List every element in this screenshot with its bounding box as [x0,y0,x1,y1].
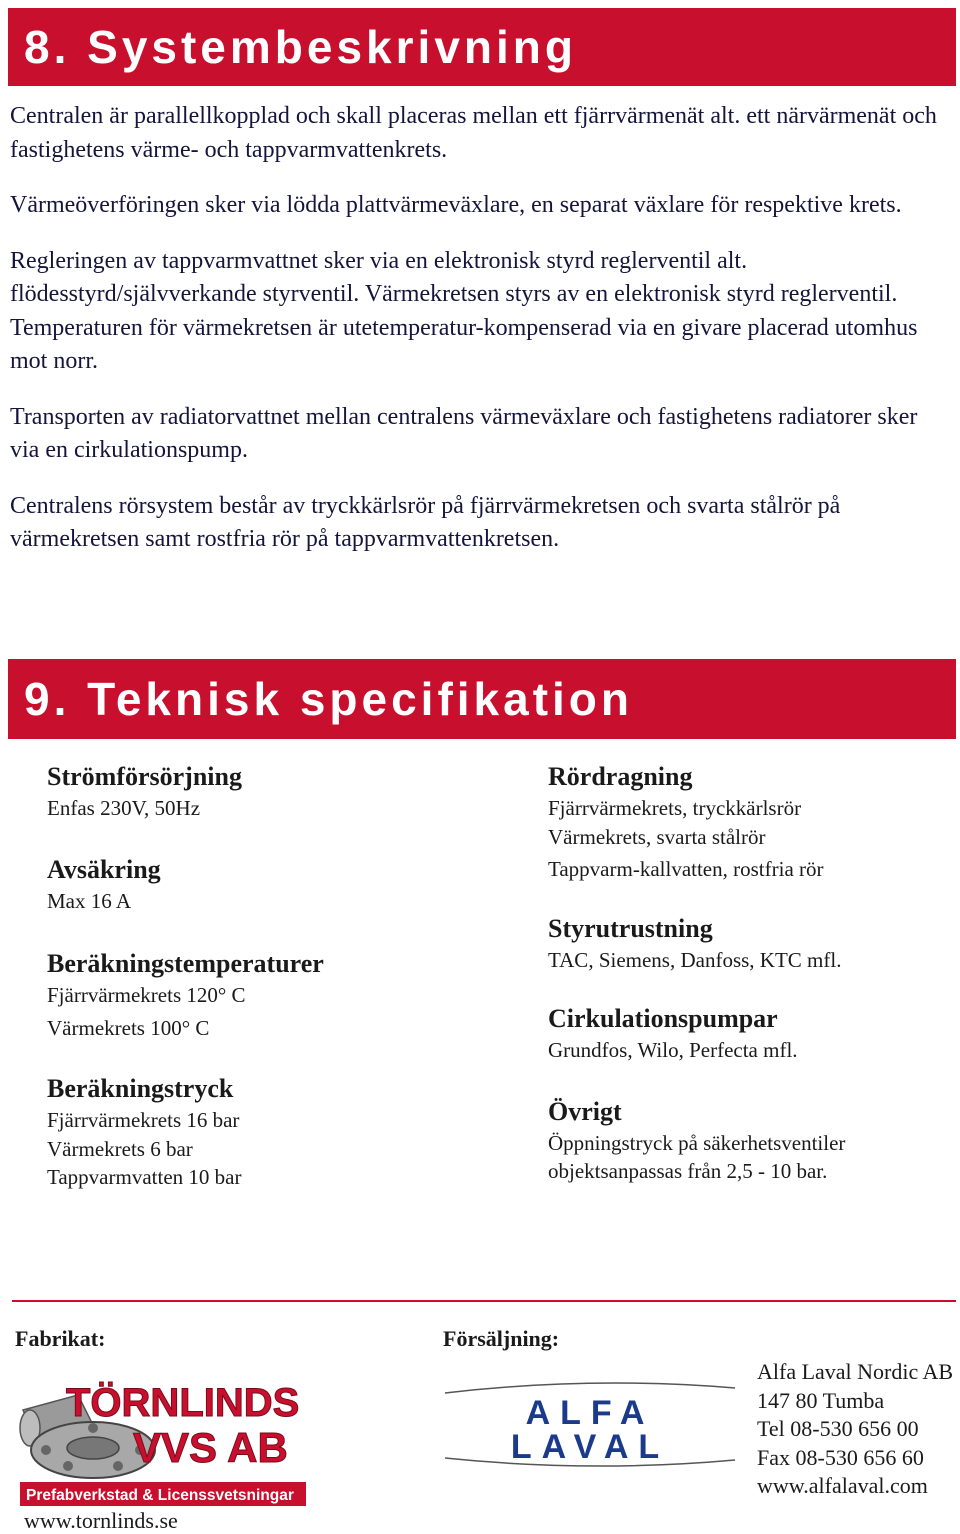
spec-value: TAC, Siemens, Danfoss, KTC mfl. [548,947,842,972]
address-line: Tel 08-530 656 00 [757,1416,919,1441]
alfa-laval-logo [440,1378,740,1478]
spec-heading: Beräkningstryck [47,1074,234,1103]
spec-value: Värmekrets, svarta stålrör [548,824,766,849]
vvs-wordmark: VVS AB [133,1424,288,1471]
spec-heading: Övrigt [548,1096,622,1126]
spec-heading: Avsäkring [47,854,161,884]
paragraph: Värmeöverföringen sker via lödda plattvärmeväxlare, en separat växlare för respektive krets. [10,192,902,218]
paragraph: Centralen är parallellkopplad och skall placeras mellan ett fjärrvärmenät alt. ett närvärmenät och fastighetens värme- och tappvarmvattenkrets. [10,103,937,163]
alfa-laval-icon [440,1378,740,1478]
spec-column-left [47,760,487,1192]
address-link[interactable]: www.alfalaval.com [757,1473,928,1498]
section-8-heading: 8. Systembeskrivning [8,8,956,86]
system-description [10,100,940,579]
fabrikat-label: Fabrikat: [15,1326,106,1351]
paragraph: Transporten av radiatorvattnet mellan centralens värmeväxlare och fastighetens radiatorer sker via en cirkulationspump. [10,403,918,463]
spec-value: Värmekrets 6 bar [47,1136,193,1161]
forsaljning-label: Försäljning: [443,1326,560,1351]
tornlinds-tagline: Prefabverkstad & Licenssvetsningar [26,1487,294,1504]
spec-value: Tappvarmvatten 10 bar [47,1165,242,1189]
sales-address [757,1358,957,1501]
alfa-wordmark: ALFA [525,1394,655,1432]
paragraph: Centralens rörsystem består av tryckkärlsrör på fjärrvärmekretsen och svarta stålrör på värmekretsen samt rostfria rör på tappvarmvattenkretsen. [10,492,841,552]
address-line: Fax 08-530 656 60 [757,1444,924,1470]
spec-heading: Styrutrustning [548,913,713,943]
laval-wordmark: LAVAL [510,1428,670,1466]
footer-divider [12,1300,956,1302]
spec-heading: Strömförsörjning [47,762,242,791]
spec-value: Enfas 230V, 50Hz [47,796,201,820]
spec-value: Värmekrets 100° C [47,1015,210,1040]
address-line: Alfa Laval Nordic AB [757,1359,954,1384]
spec-value: Öppningstryck på säkerhetsventiler [548,1130,846,1155]
tornlinds-url[interactable]: www.tornlinds.se [24,1508,178,1533]
spec-heading: Beräkningstemperaturer [47,949,324,978]
spec-value: Grundfos, Wilo, Perfecta mfl. [548,1038,798,1062]
spec-heading: Cirkulationspumpar [548,1004,778,1033]
spec-value: Max 16 A [47,888,131,913]
address-line: 147 80 Tumba [757,1387,885,1413]
pipe-flange-icon [18,1370,308,1510]
spec-value: Fjärrvärmekrets, tryckkärlsrör [548,796,802,820]
tornlinds-wordmark: TÖRNLINDS [66,1381,300,1425]
tornlinds-logo [18,1370,308,1510]
paragraph: Regleringen av tappvarmvattnet sker via en elektronisk styrd reglerventil alt. flödesstyrd/självverkande styrventil. Värmekretsen styrs av en elektronisk styrd reglerventil. Temperaturen för värmekretsen är utetemperatur-kompenserad via en givare placerad utomhus mot norr. [10,247,918,374]
section-9-heading: 9. Teknisk specifikation [8,659,956,739]
spec-value: Fjärrvärmekrets 16 bar [47,1108,240,1132]
spec-heading: Rördragning [548,762,693,791]
spec-value: Fjärrvärmekrets 120° C [47,983,246,1007]
spec-column-right [548,760,948,1186]
spec-value: Tappvarm-kallvatten, rostfria rör [548,857,824,881]
spec-value: objektsanpassas från 2,5 - 10 bar. [548,1159,828,1183]
